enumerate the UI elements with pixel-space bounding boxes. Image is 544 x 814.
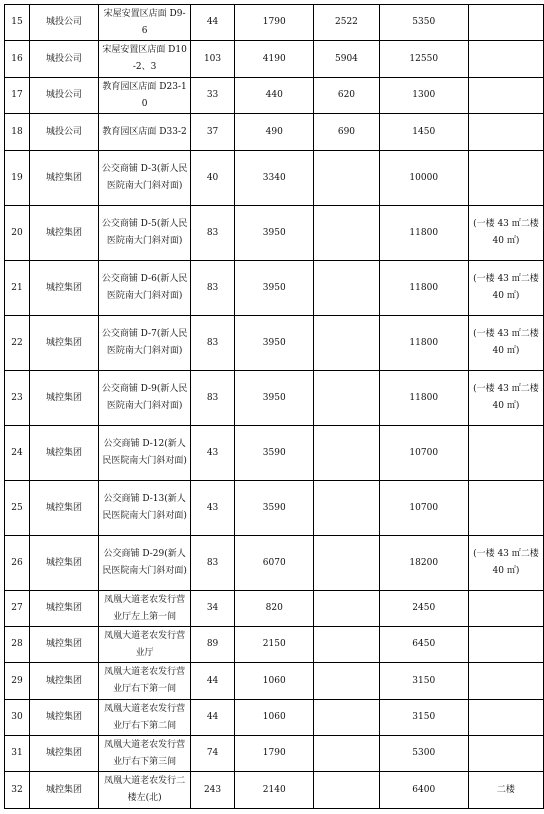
remark-cell: [468, 78, 543, 114]
table-row: [5, 736, 544, 772]
rent-value-2-cell: [314, 736, 379, 772]
table-row: [5, 591, 544, 627]
remark-cell: (一楼 43 ㎡二楼 40 ㎡): [468, 371, 543, 426]
remark-cell: [468, 481, 543, 536]
property-name-cell: 公交商铺 D-6(新人民医院南大门斜对面): [99, 261, 191, 316]
table-row: [5, 78, 544, 114]
unit-name-cell: 城控集团: [29, 481, 98, 536]
rent-value-1-cell: 3950: [235, 261, 314, 316]
rent-value-1-cell: 6070: [235, 536, 314, 591]
rent-value-3-cell: 5300: [379, 736, 468, 772]
remark-cell: [468, 627, 543, 663]
unit-name-cell: 城控集团: [29, 736, 98, 772]
unit-name-cell: 城控集团: [29, 426, 98, 481]
table-row: [5, 261, 544, 316]
rent-value-3-cell: 11800: [379, 206, 468, 261]
area-value-cell: 83: [190, 371, 234, 426]
rent-value-3-cell: 11800: [379, 261, 468, 316]
area-value-cell: 103: [190, 41, 234, 78]
rent-value-3-cell: 1450: [379, 114, 468, 151]
rent-value-3-cell: 6400: [379, 772, 468, 809]
area-value-cell: 44: [190, 5, 234, 41]
table-row: [5, 114, 544, 151]
row-number-cell: 21: [5, 261, 30, 316]
unit-name-cell: 城控集团: [29, 591, 98, 627]
remark-cell: 二楼: [468, 772, 543, 809]
area-value-cell: 83: [190, 536, 234, 591]
rent-value-3-cell: 10700: [379, 426, 468, 481]
rent-value-1-cell: 490: [235, 114, 314, 151]
property-name-cell: 凤凰大道老农发行营业厅右下第一间: [99, 663, 191, 700]
table-row: [5, 5, 544, 41]
remark-cell: [468, 41, 543, 78]
rent-value-2-cell: [314, 261, 379, 316]
table-row: [5, 627, 544, 663]
rent-value-3-cell: 3150: [379, 700, 468, 736]
row-number-cell: 22: [5, 316, 30, 371]
unit-name-cell: 城控集团: [29, 663, 98, 700]
rent-value-1-cell: 2140: [235, 772, 314, 809]
unit-name-cell: 城投公司: [29, 78, 98, 114]
rent-value-3-cell: 6450: [379, 627, 468, 663]
row-number-cell: 27: [5, 591, 30, 627]
remark-cell: (一楼 43 ㎡二楼 40 ㎡): [468, 206, 543, 261]
remark-cell: [468, 663, 543, 700]
row-number-cell: 15: [5, 5, 30, 41]
area-value-cell: 43: [190, 481, 234, 536]
unit-name-cell: 城控集团: [29, 627, 98, 663]
rent-value-1-cell: 820: [235, 591, 314, 627]
property-name-cell: 公交商铺 D-5(新人民医院南大门斜对面): [99, 206, 191, 261]
rent-value-3-cell: 2450: [379, 591, 468, 627]
row-number-cell: 24: [5, 426, 30, 481]
row-number-cell: 29: [5, 663, 30, 700]
rent-value-2-cell: [314, 481, 379, 536]
property-name-cell: 公交商铺 D-29(新人民医院南大门斜对面): [99, 536, 191, 591]
property-name-cell: 公交商铺 D-7(新人民医院南大门斜对面): [99, 316, 191, 371]
row-number-cell: 18: [5, 114, 30, 151]
rent-value-3-cell: 10700: [379, 481, 468, 536]
rent-value-2-cell: [314, 627, 379, 663]
area-value-cell: 243: [190, 772, 234, 809]
table-row: [5, 41, 544, 78]
unit-name-cell: 城控集团: [29, 536, 98, 591]
property-table: [4, 4, 544, 809]
rent-value-1-cell: 3950: [235, 206, 314, 261]
rent-value-2-cell: [314, 426, 379, 481]
row-number-cell: 17: [5, 78, 30, 114]
rent-value-3-cell: 12550: [379, 41, 468, 78]
property-name-cell: 公交商铺 D-9(新人民医院南大门斜对面): [99, 371, 191, 426]
area-value-cell: 33: [190, 78, 234, 114]
remark-cell: [468, 151, 543, 206]
unit-name-cell: 城控集团: [29, 261, 98, 316]
rent-value-1-cell: 1790: [235, 736, 314, 772]
area-value-cell: 43: [190, 426, 234, 481]
rent-value-2-cell: [314, 663, 379, 700]
row-number-cell: 31: [5, 736, 30, 772]
rent-value-2-cell: [314, 536, 379, 591]
rent-value-2-cell: [314, 591, 379, 627]
rent-value-2-cell: [314, 371, 379, 426]
remark-cell: (一楼 43 ㎡二楼 40 ㎡): [468, 261, 543, 316]
remark-cell: [468, 591, 543, 627]
row-number-cell: 25: [5, 481, 30, 536]
unit-name-cell: 城控集团: [29, 151, 98, 206]
rent-value-2-cell: [314, 151, 379, 206]
table-body: [5, 5, 544, 809]
rent-value-1-cell: 1060: [235, 700, 314, 736]
rent-value-2-cell: 690: [314, 114, 379, 151]
unit-name-cell: 城控集团: [29, 772, 98, 809]
remark-cell: [468, 700, 543, 736]
unit-name-cell: 城控集团: [29, 316, 98, 371]
unit-name-cell: 城控集团: [29, 206, 98, 261]
rent-value-2-cell: 2522: [314, 5, 379, 41]
rent-value-1-cell: 3590: [235, 426, 314, 481]
remark-cell: (一楼 43 ㎡二楼 40 ㎡): [468, 316, 543, 371]
property-name-cell: 教育园区店面 D23-10: [99, 78, 191, 114]
rent-value-2-cell: [314, 772, 379, 809]
property-name-cell: 宋屋安置区店面 D9-6: [99, 5, 191, 41]
table-row: [5, 772, 544, 809]
rent-value-1-cell: 3950: [235, 316, 314, 371]
row-number-cell: 32: [5, 772, 30, 809]
area-value-cell: 83: [190, 316, 234, 371]
table-row: [5, 700, 544, 736]
rent-value-1-cell: 2150: [235, 627, 314, 663]
property-name-cell: 凤凰大道老农发行营业厅右下第二间: [99, 700, 191, 736]
rent-value-3-cell: 11800: [379, 316, 468, 371]
row-number-cell: 20: [5, 206, 30, 261]
unit-name-cell: 城投公司: [29, 114, 98, 151]
rent-value-2-cell: [314, 316, 379, 371]
remark-cell: [468, 5, 543, 41]
table-row: [5, 536, 544, 591]
table-row: [5, 481, 544, 536]
property-name-cell: 宋屋安置区店面 D10-2、3: [99, 41, 191, 78]
row-number-cell: 16: [5, 41, 30, 78]
area-value-cell: 37: [190, 114, 234, 151]
table-row: [5, 151, 544, 206]
remark-cell: [468, 114, 543, 151]
rent-value-3-cell: 18200: [379, 536, 468, 591]
rent-value-1-cell: 1060: [235, 663, 314, 700]
property-name-cell: 公交商铺 D-12(新人民医院南大门斜对面): [99, 426, 191, 481]
property-name-cell: 公交商铺 D-13(新人民医院南大门斜对面): [99, 481, 191, 536]
row-number-cell: 23: [5, 371, 30, 426]
property-name-cell: 凤凰大道老农发行营业厅左上第一间: [99, 591, 191, 627]
area-value-cell: 44: [190, 663, 234, 700]
rent-value-1-cell: 1790: [235, 5, 314, 41]
area-value-cell: 40: [190, 151, 234, 206]
area-value-cell: 83: [190, 206, 234, 261]
property-name-cell: 凤凰大道老农发行营业厅: [99, 627, 191, 663]
area-value-cell: 44: [190, 700, 234, 736]
unit-name-cell: 城控集团: [29, 700, 98, 736]
row-number-cell: 30: [5, 700, 30, 736]
table-row: [5, 371, 544, 426]
rent-value-3-cell: 1300: [379, 78, 468, 114]
property-name-cell: 教育园区店面 D33-2: [99, 114, 191, 151]
table-row: [5, 663, 544, 700]
row-number-cell: 26: [5, 536, 30, 591]
rent-value-1-cell: 3340: [235, 151, 314, 206]
row-number-cell: 19: [5, 151, 30, 206]
area-value-cell: 89: [190, 627, 234, 663]
rent-value-1-cell: 3590: [235, 481, 314, 536]
unit-name-cell: 城投公司: [29, 5, 98, 41]
property-name-cell: 凤凰大道老农发行营业厅右下第三间: [99, 736, 191, 772]
remark-cell: (一楼 43 ㎡二楼 40 ㎡): [468, 536, 543, 591]
rent-value-3-cell: 10000: [379, 151, 468, 206]
unit-name-cell: 城控集团: [29, 371, 98, 426]
rent-value-1-cell: 3950: [235, 371, 314, 426]
rent-value-2-cell: [314, 206, 379, 261]
rent-value-2-cell: 5904: [314, 41, 379, 78]
table-row: [5, 316, 544, 371]
rent-value-3-cell: 11800: [379, 371, 468, 426]
unit-name-cell: 城投公司: [29, 41, 98, 78]
rent-value-3-cell: 3150: [379, 663, 468, 700]
rent-value-2-cell: 620: [314, 78, 379, 114]
rent-value-1-cell: 440: [235, 78, 314, 114]
rent-value-2-cell: [314, 700, 379, 736]
area-value-cell: 34: [190, 591, 234, 627]
remark-cell: [468, 426, 543, 481]
row-number-cell: 28: [5, 627, 30, 663]
table-row: [5, 426, 544, 481]
table-row: [5, 206, 544, 261]
remark-cell: [468, 736, 543, 772]
property-name-cell: 公交商铺 D-3(新人民医院南大门斜对面): [99, 151, 191, 206]
property-name-cell: 凤凰大道老农发行二楼左(北): [99, 772, 191, 809]
rent-value-3-cell: 5350: [379, 5, 468, 41]
area-value-cell: 83: [190, 261, 234, 316]
area-value-cell: 74: [190, 736, 234, 772]
rent-value-1-cell: 4190: [235, 41, 314, 78]
